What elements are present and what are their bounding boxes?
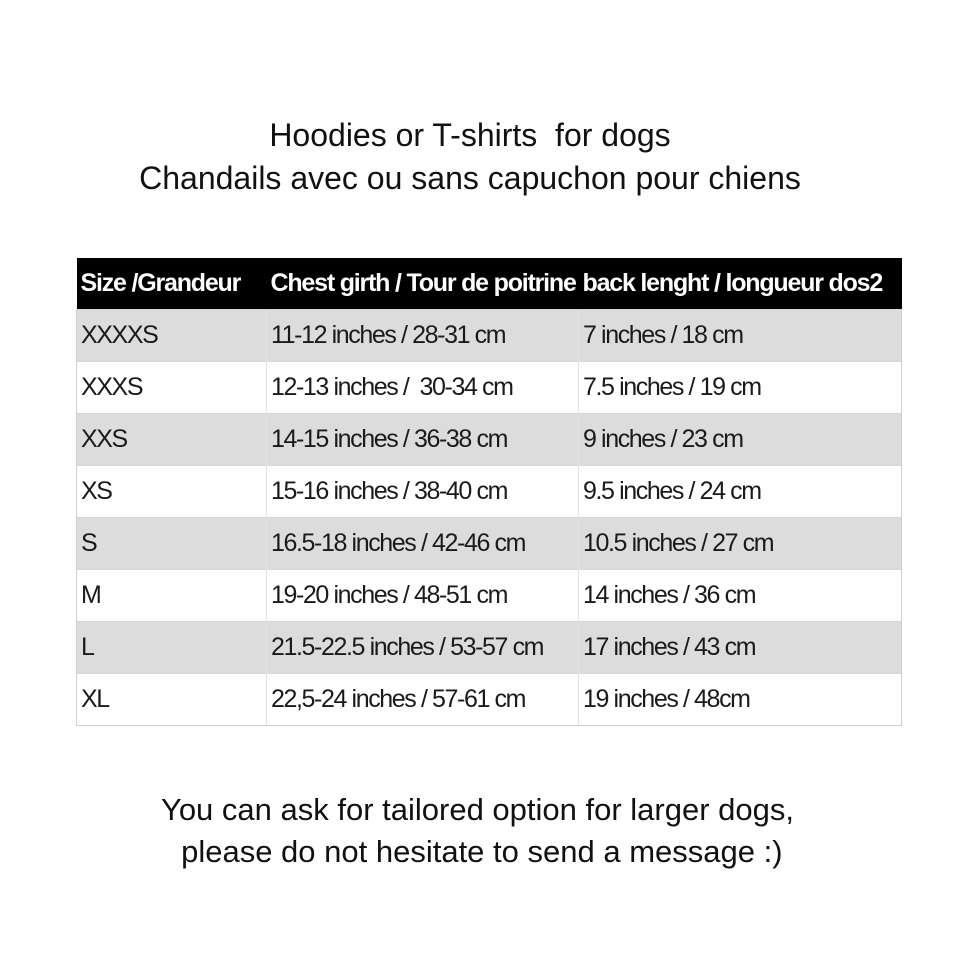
cell-size: S [77,518,267,570]
table-row-s [77,518,902,570]
cell-chest-girth: 12-13 inches / 30-34 cm [267,362,579,414]
cell-chest-girth: 21.5-22.5 inches / 53-57 cm [267,622,579,674]
cell-size: L [77,622,267,674]
cell-chest-girth: 11-12 inches / 28-31 cm [267,310,579,362]
cell-chest-girth: 15-16 inches / 38-40 cm [267,466,579,518]
table-row-xs [77,466,902,518]
footer-line-2: please do not hesitate to send a message :) [172,834,783,869]
page-title [0,114,940,200]
cell-back-length: 14 inches / 36 cm [579,570,902,622]
table-row-xl [77,674,902,726]
cell-size: XXS [77,414,267,466]
size-chart-table [76,258,902,726]
cell-chest-girth: 16.5-18 inches / 42-46 cm [267,518,579,570]
cell-back-length: 7 inches / 18 cm [579,310,902,362]
header-size: Size /Grandeur [77,258,267,310]
cell-back-length: 10.5 inches / 27 cm [579,518,902,570]
cell-back-length: 9 inches / 23 cm [579,414,902,466]
header-chest-girth: Chest girth / Tour de poitrine [267,258,579,310]
table-row-xxs [77,414,902,466]
title-line-french: Chandails avec ou sans capuchon pour chiens [139,160,801,196]
table-row-xxxxs [77,310,902,362]
table-row-l [77,622,902,674]
cell-back-length: 17 inches / 43 cm [579,622,902,674]
footer-note [0,789,955,873]
header-back-length: back lenght / longueur dos2 [579,258,902,310]
cell-chest-girth: 22,5-24 inches / 57-61 cm [267,674,579,726]
table-row-m [77,570,902,622]
table-row-xxxs [77,362,902,414]
title-line-english: Hoodies or T-shirts for dogs [269,117,671,153]
cell-back-length: 9.5 inches / 24 cm [579,466,902,518]
cell-back-length: 7.5 inches / 19 cm [579,362,902,414]
cell-size: XXXS [77,362,267,414]
cell-chest-girth: 19-20 inches / 48-51 cm [267,570,579,622]
table-header-row [77,258,902,310]
cell-size: XS [77,466,267,518]
cell-size: M [77,570,267,622]
cell-chest-girth: 14-15 inches / 36-38 cm [267,414,579,466]
cell-back-length: 19 inches / 48cm [579,674,902,726]
cell-size: XL [77,674,267,726]
footer-line-1: You can ask for tailored option for larger dogs, [160,792,795,827]
cell-size: XXXXS [77,310,267,362]
